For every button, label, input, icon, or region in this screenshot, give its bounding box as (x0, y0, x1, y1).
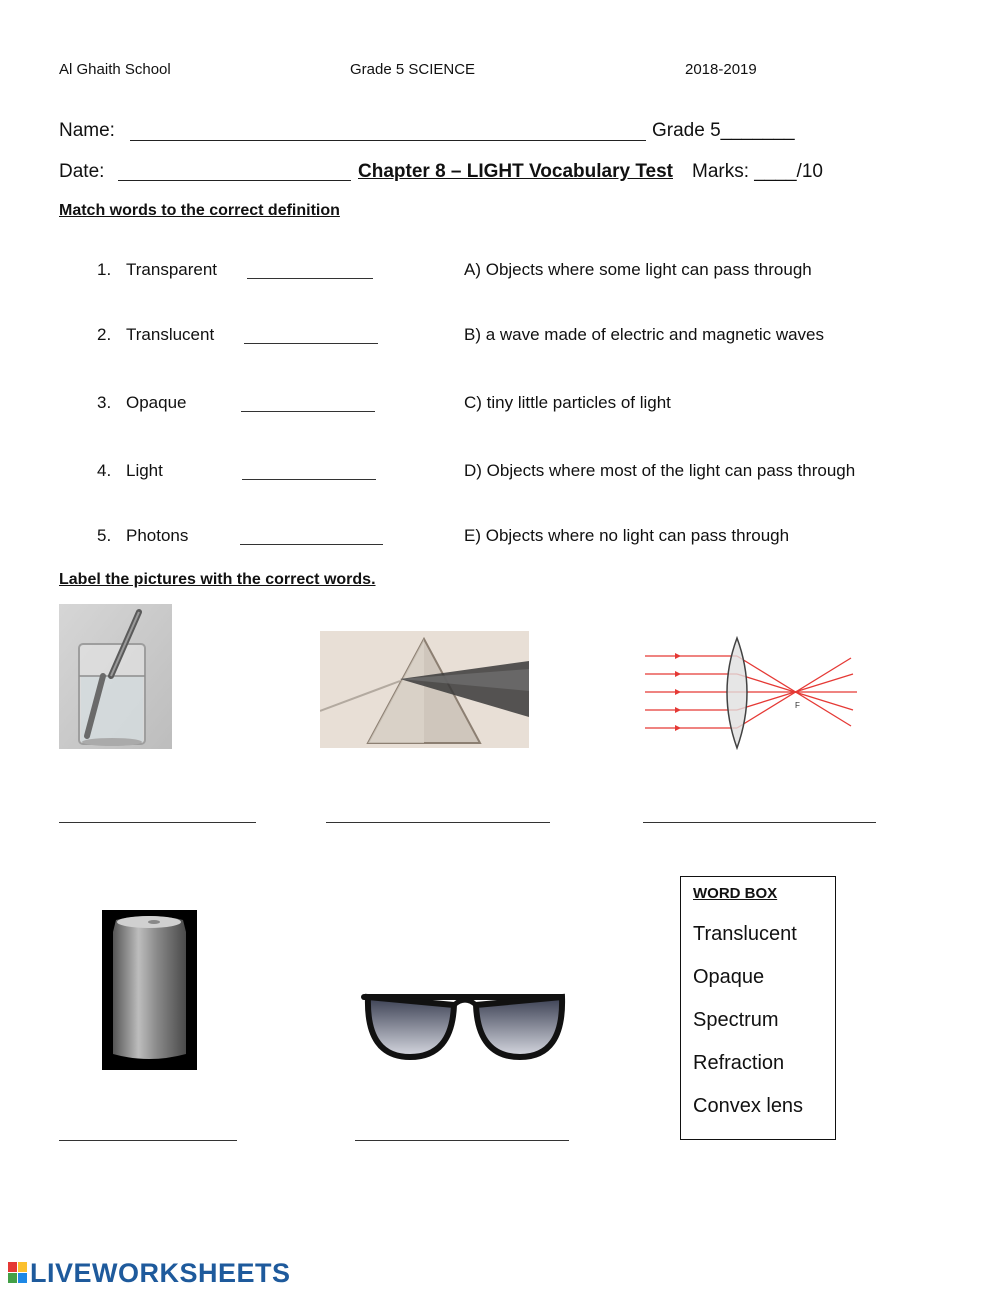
name-input-line[interactable] (130, 140, 646, 141)
grade-subject: Grade 5 SCIENCE (350, 61, 476, 78)
date-input-line[interactable] (118, 180, 351, 181)
definition: E) Objects where no light can pass through (464, 526, 790, 545)
sunglasses-image (360, 985, 570, 1060)
definition: C) tiny little particles of light (464, 393, 671, 412)
definition: B) a wave made of electric and magnetic waves (464, 325, 825, 344)
item-number: 4. (97, 461, 112, 480)
pencil-in-water-image (59, 604, 172, 749)
date-label: Date: (59, 161, 105, 182)
marks-label: Marks: ____/10 (692, 161, 823, 182)
definition: A) Objects where some light can pass through (464, 260, 812, 279)
word-box-item: Opaque (693, 966, 765, 988)
picture-answer-line[interactable] (326, 822, 550, 823)
word-box-title: WORD BOX (693, 885, 778, 902)
word-box-item: Translucent (693, 923, 797, 945)
grade-label: Grade 5_______ (652, 120, 795, 141)
item-number: 5. (97, 526, 112, 545)
test-title: Chapter 8 – LIGHT Vocabulary Test (358, 161, 673, 182)
word-box-item: Convex lens (693, 1095, 804, 1117)
item-word: Transparent (126, 260, 218, 279)
focus-label: F (795, 701, 800, 710)
match-answer-line[interactable] (242, 479, 376, 480)
match-answer-line[interactable] (244, 343, 378, 344)
match-answer-line[interactable] (240, 544, 383, 545)
definition: D) Objects where most of the light can pass through (464, 461, 856, 480)
picture-answer-line[interactable] (643, 822, 876, 823)
soda-can-image (102, 910, 197, 1070)
picture-answer-line[interactable] (59, 822, 256, 823)
match-answer-line[interactable] (247, 278, 373, 279)
label-heading: Label the pictures with the correct words. (59, 571, 376, 588)
item-number: 3. (97, 393, 112, 412)
word-box-item: Refraction (693, 1052, 785, 1074)
item-number: 2. (97, 325, 112, 344)
item-number: 1. (97, 260, 112, 279)
match-answer-line[interactable] (241, 411, 375, 412)
match-heading: Match words to the correct definition (59, 202, 340, 219)
prism-image (320, 631, 529, 748)
word-box (680, 876, 836, 1140)
name-label: Name: (59, 120, 115, 141)
school-name: Al Ghaith School (59, 61, 171, 78)
item-word: Light (126, 461, 163, 480)
liveworksheets-logo-icon (8, 1262, 28, 1284)
item-word: Translucent (126, 325, 215, 344)
school-year: 2018-2019 (685, 61, 757, 78)
picture-answer-line[interactable] (355, 1140, 569, 1141)
liveworksheets-logo-text[interactable]: LIVEWORKSHEETS (30, 1258, 291, 1288)
picture-answer-line[interactable] (59, 1140, 237, 1141)
word-box-item: Spectrum (693, 1009, 779, 1031)
item-word: Opaque (126, 393, 187, 412)
convex-lens-image (645, 636, 859, 750)
item-word: Photons (126, 526, 189, 545)
